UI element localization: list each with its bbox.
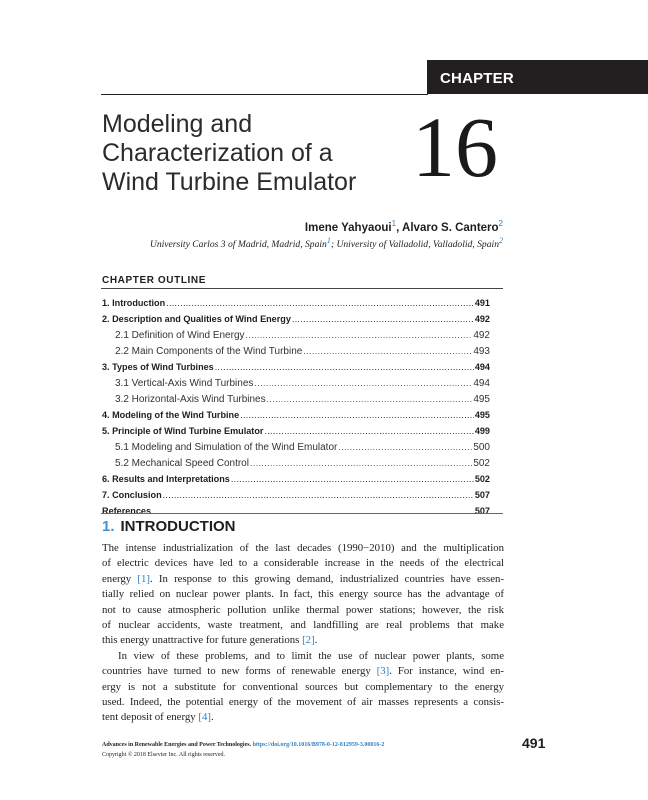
section-title: INTRODUCTION: [120, 518, 236, 535]
table-of-contents: [102, 296, 490, 520]
toc-entry-page: 494: [473, 378, 490, 389]
affiliation: University Carlos 3 of Madrid, Madrid, Spain: [149, 239, 327, 251]
citation-link[interactable]: [1]: [137, 572, 150, 585]
toc-subentry[interactable]: [102, 344, 490, 360]
book-title: Advances in Renewable Energies and Power Technologies.: [102, 742, 252, 748]
text-span: energy: [102, 572, 138, 585]
toc-leader-dots: [292, 312, 474, 322]
toc-entry[interactable]: [102, 360, 490, 376]
text-line: [102, 664, 504, 679]
toc-entry-title: 6. Results and Interpretations: [102, 474, 230, 484]
toc-entry-page: 495: [473, 394, 490, 405]
toc-entry[interactable]: [102, 424, 490, 440]
toc-entry-page: 491: [474, 298, 490, 308]
toc-entry-title: 3.1 Vertical-Axis Wind Turbines: [115, 378, 254, 389]
text-span: . For instance, wind en-: [389, 665, 504, 678]
text-span: .: [314, 634, 318, 647]
author-line: Imene Yahyaoui$^1$, Alvaro S. Cantero$^2$: [304, 219, 503, 234]
chapter-title-line-1: Modeling and: [102, 110, 253, 138]
chapter-title: [102, 110, 402, 197]
section-divider: [101, 513, 503, 514]
toc-entry-title: 3.2 Horizontal-Axis Wind Turbines: [115, 394, 266, 405]
toc-entry[interactable]: [102, 472, 490, 488]
author-affiliation-marker[interactable]: 2: [498, 219, 503, 228]
toc-entry-title: 2. Description and Qualities of Wind Energy: [102, 314, 291, 324]
text-span: this energy unattractive for future generations: [102, 634, 303, 647]
text-span: tent deposit of energy: [102, 711, 199, 724]
text-line: The intense industrialization of the last decades (1990−2010) and the multiplication: [102, 542, 504, 554]
outline-heading: CHAPTER OUTLINE: [102, 275, 206, 286]
toc-leader-dots: [163, 488, 474, 498]
citation-link[interactable]: [3]: [376, 665, 390, 678]
toc-entry-page: 493: [473, 346, 490, 357]
page-number: 491: [522, 735, 546, 751]
toc-entry-page: 507: [474, 506, 490, 516]
citation-link[interactable]: [4]: [198, 711, 211, 724]
outline-divider: [101, 288, 503, 289]
toc-entry-title: 2.2 Main Components of the Wind Turbine: [115, 346, 303, 357]
toc-entry-title: 2.1 Definition of Wind Energy: [115, 330, 245, 341]
author-name: Alvaro S. Cantero: [402, 221, 499, 234]
text-line: of electric devices have led to a considerable increase in the needs of the electrical: [102, 557, 504, 570]
text-line: In view of these problems, and to limit the use of nuclear power plants, some: [118, 649, 504, 662]
toc-entry-title: 7. Conclusion: [102, 490, 162, 500]
toc-leader-dots: [166, 296, 474, 306]
toc-entry-title: References: [102, 506, 152, 516]
toc-entry[interactable]: [102, 408, 490, 424]
toc-entry[interactable]: [102, 488, 490, 504]
text-line: [102, 710, 504, 725]
toc-leader-dots: [264, 424, 473, 434]
text-line: not to cause atmospheric pollution unlike thermal power stations; however, the risk: [102, 603, 504, 616]
toc-entry-page: 495: [474, 410, 490, 420]
toc-subentry[interactable]: [102, 376, 490, 392]
toc-leader-dots: [338, 440, 472, 450]
toc-leader-dots: [231, 472, 474, 482]
chapter-number: 16: [412, 99, 498, 195]
toc-entry-page: 507: [474, 490, 490, 500]
text-line: [102, 572, 504, 587]
toc-leader-dots: [267, 392, 473, 402]
affiliation-line: University Carlos 3 of Madrid, Madrid, Spain$^1$; University of Valladolid, Valladolid, Spain$^2$: [149, 236, 503, 251]
text-line: tially relied on nuclear power plants. In fact, this energy source has the advantage of: [102, 588, 504, 601]
toc-entry-page: 502: [473, 458, 490, 469]
toc-leader-dots: [254, 376, 472, 386]
toc-leader-dots: [240, 408, 474, 418]
toc-subentry[interactable]: [102, 392, 490, 408]
page-footer: [102, 740, 384, 760]
text-line: [102, 633, 504, 648]
chapter-divider: [101, 94, 428, 95]
toc-entry-page: 492: [474, 314, 490, 324]
section-number: 1.: [102, 518, 115, 535]
toc-entry-title: 5.2 Mechanical Speed Control: [115, 458, 249, 469]
toc-entry-page: 499: [474, 426, 490, 436]
chapter-label: CHAPTER: [440, 70, 514, 87]
text-span: countries have turned to new forms of renewable energy: [102, 665, 377, 678]
text-line: used. Indeed, the potential energy of the movement of air masses represents a consis-: [102, 695, 504, 708]
author-name: Imene Yahyaoui: [304, 221, 392, 234]
toc-entry-title: 3. Types of Wind Turbines: [102, 362, 214, 372]
toc-entry-title: 5.1 Modeling and Simulation of the Wind Emulator: [115, 442, 338, 453]
citation-link[interactable]: [2]: [302, 634, 315, 647]
author-affiliation-marker[interactable]: 1: [391, 219, 397, 228]
toc-subentry[interactable]: [102, 328, 490, 344]
affiliation-marker: 2: [499, 236, 503, 245]
toc-entry-page: 500: [473, 442, 490, 453]
toc-entry-title: 1. Introduction: [102, 298, 166, 308]
toc-entry-page: 502: [474, 474, 490, 484]
copyright: Copyright © 2018 Elsevier Inc. All rights reserved.: [102, 752, 226, 758]
toc-leader-dots: [250, 456, 472, 466]
toc-entry[interactable]: [102, 296, 490, 312]
chapter-title-line-2: Characterization of a: [102, 139, 333, 167]
doi-link[interactable]: https://doi.org/10.1016/B978-0-12-812959-3.00016-2: [252, 742, 385, 748]
toc-entry-title: 4. Modeling of the Wind Turbine: [102, 410, 240, 420]
affiliation: University of Valladolid, Valladolid, Spain: [336, 239, 499, 251]
text-span: .: [210, 711, 214, 724]
toc-entry-page: 494: [474, 362, 490, 372]
toc-entry-title: 5. Principle of Wind Turbine Emulator: [102, 426, 264, 436]
chapter-title-line-3: Wind Turbine Emulator: [102, 168, 357, 196]
section-heading: [102, 518, 236, 535]
toc-entry-page: 492: [473, 330, 490, 341]
text-line: of nuclear accidents, waste treatment, and landfilling are real problems that make: [102, 618, 504, 631]
toc-entry[interactable]: [102, 312, 490, 328]
toc-leader-dots: [246, 328, 473, 338]
text-line: ergy is not a substitute for conventional sources but complementary to the energy: [102, 680, 504, 693]
body-text: [102, 541, 504, 726]
toc-subentry[interactable]: [102, 440, 490, 456]
toc-leader-dots: [303, 344, 472, 354]
toc-leader-dots: [215, 360, 474, 370]
affiliation-marker: 1: [326, 236, 331, 245]
text-span: . In response to this growing demand, industrialized countries have essen-: [149, 572, 505, 585]
toc-subentry[interactable]: [102, 456, 490, 472]
